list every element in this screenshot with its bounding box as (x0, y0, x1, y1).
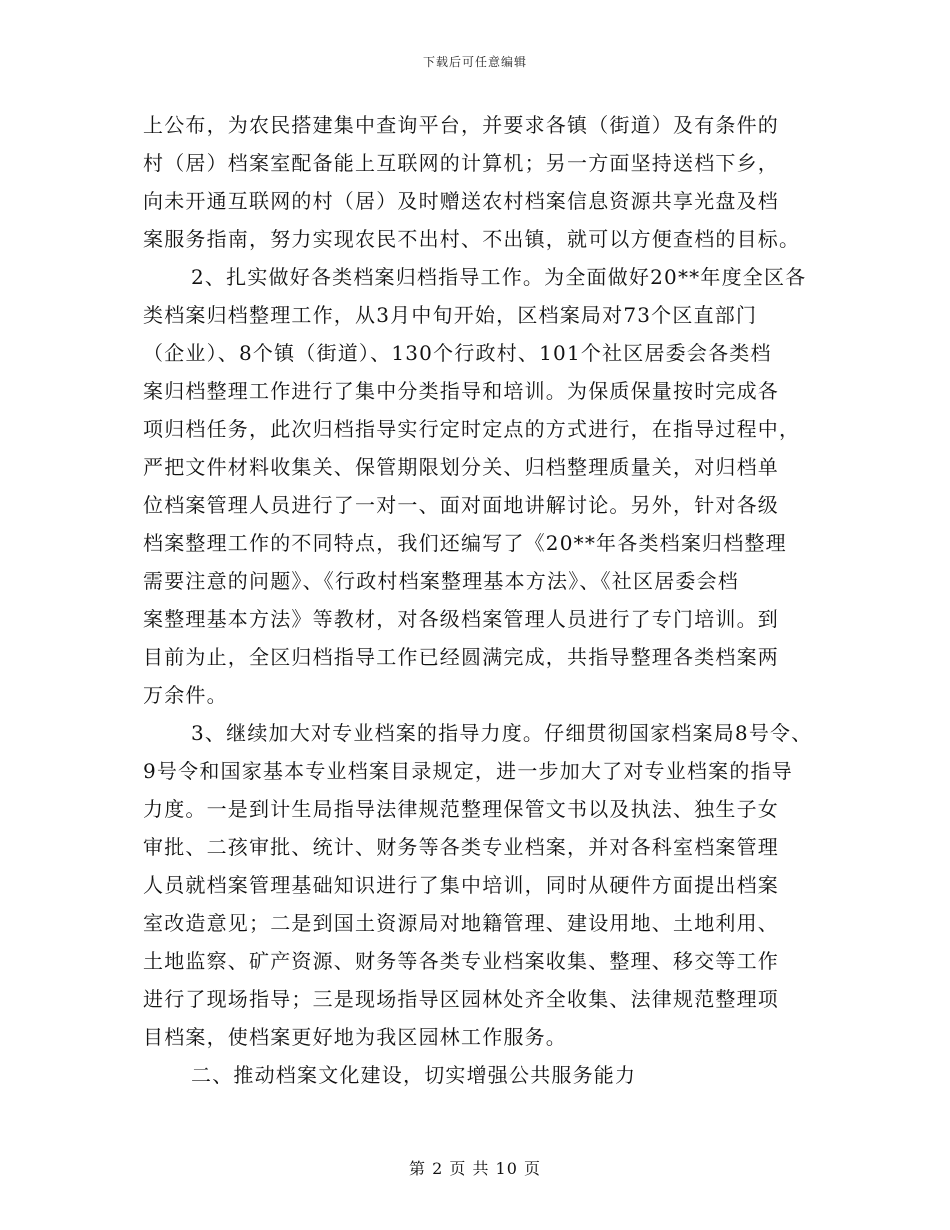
body-line: 项归档任务，此次归档指导实行定时定点的方式进行，在指导过程中， (143, 417, 801, 441)
body-line: 力度。一是到计生局指导法律规范整理保管文书以及执法、独生子女 (143, 797, 779, 821)
body-line: 审批、二孩审批、统计、财务等各类专业档案，并对各科室档案管理 (143, 835, 779, 859)
body-line: 位档案管理人员进行了一对一、面对面地讲解讨论。另外，针对各级 (143, 493, 779, 517)
body-line: 万余件。 (143, 683, 228, 707)
body-line: 9号令和国家基本专业档案目录规定，进一步加大了对专业档案的指导 (143, 759, 793, 783)
body-line: 室改造意见；二是到国土资源局对地籍管理、建设用地、土地利用、 (143, 911, 779, 935)
body-line: 土地监察、矿产资源、财务等各类专业档案收集、整理、移交等工作 (143, 949, 779, 973)
body-line: 案归档整理工作进行了集中分类指导和培训。为保质保量按时完成各 (143, 379, 779, 403)
body-line: （企业）、8个镇（街道）、130个行政村、101个社区居委会各类档 (143, 341, 772, 365)
body-line: 类档案归档整理工作，从3月中旬开始，区档案局对73个区直部门 (143, 303, 758, 327)
body-line: 目档案，使档案更好地为我区园林工作服务。 (143, 1025, 567, 1049)
body-line: 人员就档案管理基础知识进行了集中培训，同时从硬件方面提出档案 (143, 873, 779, 897)
body-line: 进行了现场指导；三是现场指导区园林处齐全收集、法律规范整理项 (143, 987, 779, 1011)
body-line: 严把文件材料收集关、保管期限划分关、归档整理质量关，对归档单 (143, 455, 779, 479)
body-line: 案整理基本方法》等教材，对各级档案管理人员进行了专门培训。到 (143, 607, 779, 631)
body-line: 目前为止，全区归档指导工作已经圆满完成，共指导整理各类档案两 (143, 645, 779, 669)
section-heading: 二、推动档案文化建设，切实增强公共服务能力 (191, 1063, 637, 1087)
page-header: 下载后可任意编辑 (422, 55, 527, 69)
body-line: 村（居）档案室配备能上互联网的计算机；另一方面坚持送档下乡， (143, 151, 779, 175)
body-line: 需要注意的问题》、《行政村档案整理基本方法》、《社区居委会档 (143, 569, 739, 593)
paragraph-start-line: 2、扎实做好各类档案归档指导工作。为全面做好20**年度全区各 (191, 265, 807, 289)
body-line: 向未开通互联网的村（居）及时赠送农村档案信息资源共享光盘及档 (143, 189, 779, 213)
body-line: 上公布，为农民搭建集中查询平台，并要求各镇（街道）及有条件的 (143, 113, 779, 137)
body-line: 案服务指南，努力实现农民不出村、不出镇，就可以方便查档的目标。 (143, 227, 801, 251)
document-body (143, 106, 823, 1094)
body-line: 档案整理工作的不同特点，我们还编写了《20**年各类档案归档整理 (143, 531, 787, 555)
page-number-footer: 第 2 页 共 10 页 (409, 1159, 541, 1178)
paragraph-start-line: 3、继续加大对专业档案的指导力度。仔细贯彻国家档案局8号令、 (191, 721, 813, 745)
